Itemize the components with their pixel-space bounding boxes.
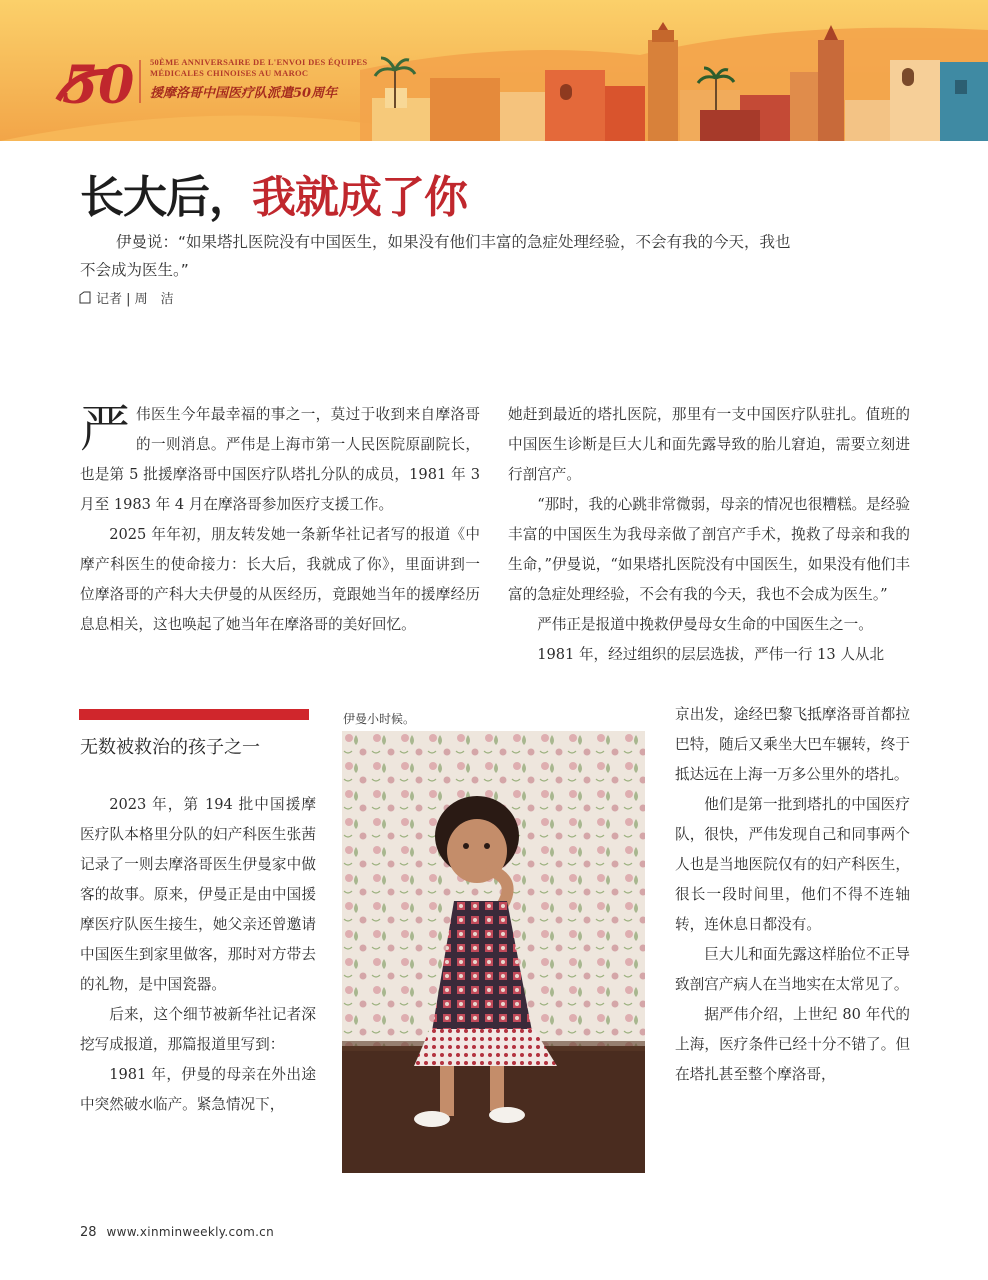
paragraph: 2025 年年初，朋友转发她一条新华社记者写的报道《中摩产科医生的使命接力：长大后，我就成了你》，里面讲到一位摩洛哥的产科大夫伊曼的从医经历，竟跟她当年的援摩经历息息相关，这也唤起了她当年在摩洛哥的美好回忆。 (80, 526, 480, 633)
childhood-photo (342, 731, 645, 1173)
paragraph: “那时，我的心跳非常微弱，母亲的情况也很糟糕。是经验丰富的中国医生为我母亲做了剖宫产手术，挽救了母亲和我的生命，”伊曼说，“如果塔扎医院没有中国医生，如果没有他们丰富的急症处理经验，不会有我的今天，我也不会成为医生。” (508, 496, 910, 603)
column-2 (508, 400, 910, 670)
page-footer (80, 1225, 274, 1240)
page-number: 28 (80, 1225, 97, 1240)
website-url: www.xinminweekly.com.cn (106, 1225, 274, 1239)
french-title-line1: 50ÈME ANNIVERSAIRE DE L'ENVOI DES ÉQUIPES (150, 57, 368, 67)
column-1 (80, 400, 480, 640)
paragraph: 据严伟介绍，上世纪 80 年代的上海，医疗条件已经十分不错了。但在塔扎甚至整个摩洛哥， (675, 1006, 910, 1083)
paragraph: 京出发，途经巴黎飞抵摩洛哥首都拉巴特，随后又乘坐大巴车辗转，终于抵达远在上海一万多公里外的塔扎。 (675, 706, 910, 783)
title-part2: 我就成了你 (252, 172, 467, 223)
byline-text: 记者 | 周 洁 (96, 292, 174, 307)
paragraph: 1981 年，经过组织的层层选拔，严伟一行 13 人从北 (537, 646, 885, 663)
paragraph: 巨大儿和面先露这样胎位不正导致剖宫产病人在当地实在太常见了。 (675, 946, 910, 993)
column-3 (675, 700, 910, 1090)
paragraph: 伟医生今年最幸福的事之一，莫过于收到来自摩洛哥的一则消息。严伟是上海市第一人民医院原副院长，也是第 5 批援摩洛哥中国医疗队塔扎分队的成员，1981 年 3 月至 1983 年 4 月在摩洛哥参加医疗支援工作。 (80, 406, 480, 513)
paragraph: 2023 年，第 194 批中国援摩医疗队本格里分队的妇产科医生张茜记录了一则去摩洛哥医生伊曼家中做客的故事。原来，伊曼正是由中国援摩医疗队医生接生，她父亲还曾邀请中国医生到家里做客，那时对方带去的礼物，是中国瓷器。 (80, 796, 316, 993)
column-1-lower (80, 790, 316, 1120)
pen-icon (78, 291, 92, 305)
byline (78, 288, 174, 307)
anniversary-logo (58, 55, 140, 116)
paragraph: 他们是第一批到塔扎的中国医疗队，很快，严伟发现自己和同事两个人也是当地医院仅有的妇产科医生，很长一段时间里，他们不得不连轴转，连休息日都没有。 (675, 796, 910, 933)
logo-number: 50 (62, 55, 135, 116)
drop-cap: 严 (80, 400, 130, 458)
paragraph: 她赶到最近的塔扎医院，那里有一支中国医疗队驻扎。值班的中国医生诊断是巨大儿和面先露导致的胎儿窘迫，需要立刻进行剖宫产。 (508, 406, 910, 483)
section-title: 无数被救治的孩子之一 (80, 737, 260, 758)
paragraph: 严伟正是报道中挽救伊曼母女生命的中国医生之一。 (537, 616, 873, 633)
section-divider-bar (79, 709, 309, 720)
photo-caption: 伊曼小时候。 (343, 712, 416, 726)
moroccan-cityscape-illustration (0, 0, 988, 141)
chinese-title: 援摩洛哥中国医疗队派遣50周年 (150, 86, 338, 101)
french-title-line2: MÉDICALES CHINOISES AU MAROC (150, 68, 309, 78)
header-banner (0, 0, 988, 141)
anniversary-text (150, 57, 367, 101)
title-part1: 长大后， (80, 172, 252, 223)
paragraph: 后来，这个细节被新华社记者深挖写成报道，那篇报道里写到： (80, 1006, 316, 1053)
article-lead: 伊曼说：“如果塔扎医院没有中国医生，如果没有他们丰富的急症处理经验，不会有我的今天，我也不会成为医生。” (80, 233, 791, 279)
paragraph: 1981 年，伊曼的母亲在外出途中突然破水临产。紧急情况下， (80, 1066, 316, 1113)
article-title (80, 170, 467, 226)
